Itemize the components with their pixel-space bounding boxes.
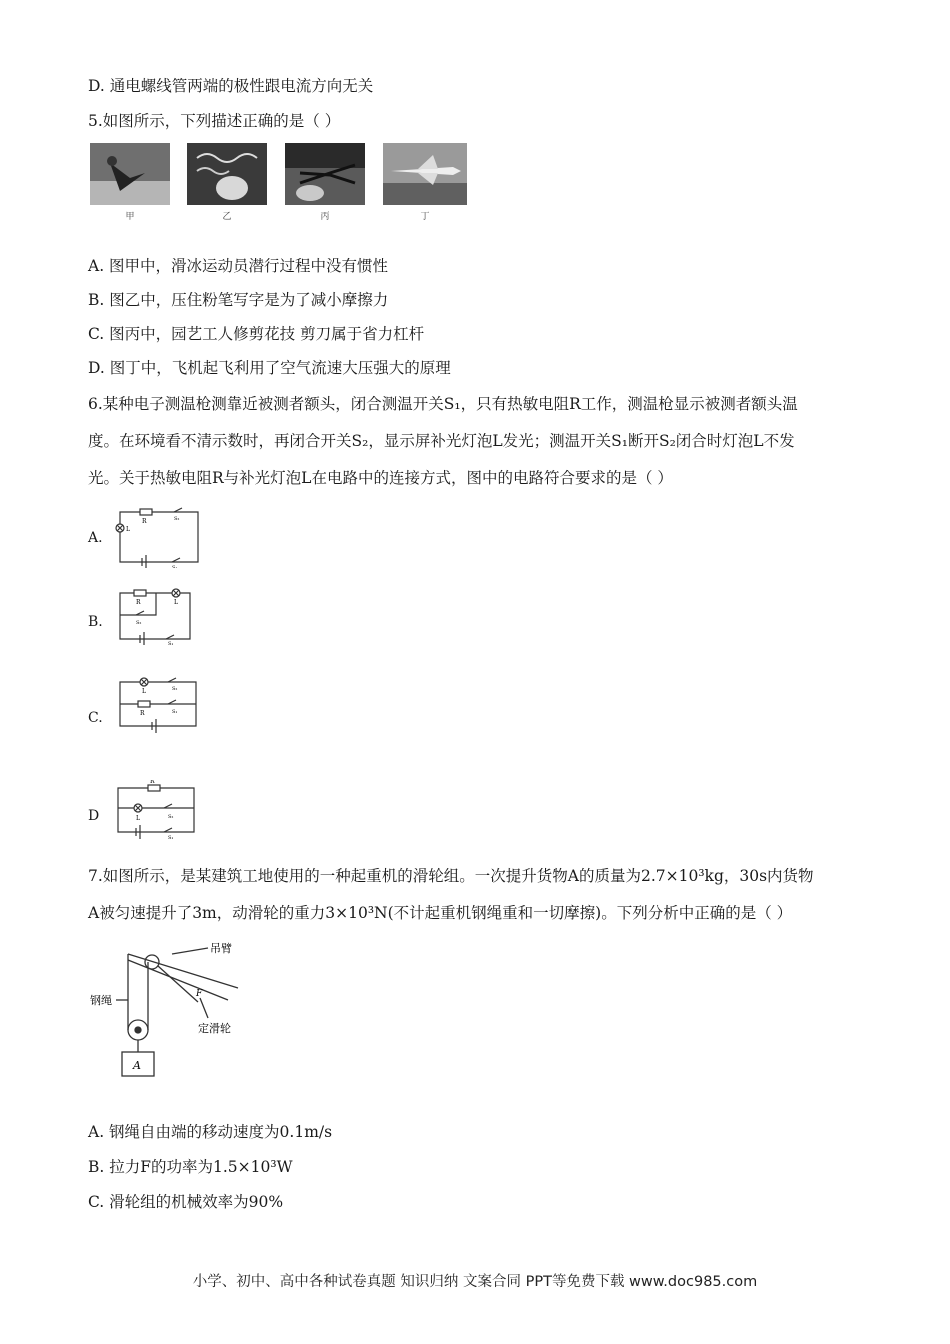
caption-ding: 丁 (420, 212, 430, 222)
svg-text:S₁: S₁ (168, 641, 174, 645)
q6-stem-line3: 光。关于热敏电阻R与补光灯泡L在电路中的连接方式，图中的电路符合要求的是（ ） (88, 469, 673, 487)
circuit-c (116, 670, 200, 734)
label-load: A (133, 1059, 141, 1072)
svg-text:R: R (136, 599, 141, 606)
circuit-b (116, 585, 196, 645)
pulley-figure (88, 938, 248, 1088)
svg-text:S₁: S₁ (172, 709, 178, 715)
q5-option-b: B. 图乙中，压住粉笔写字是为了减小摩擦力 (88, 291, 389, 309)
svg-text:L: L (142, 688, 146, 695)
svg-text:R: R (140, 710, 145, 717)
svg-text:R: R (142, 518, 147, 525)
svg-text:L: L (174, 599, 178, 606)
q5-option-d: D. 图丁中，飞机起飞利用了空气流速大压强大的原理 (88, 359, 451, 377)
label-fixed-pulley: 定滑轮 (198, 1022, 231, 1035)
q7-stem-line1: 7.如图所示，是某建筑工地使用的一种起重机的滑轮组。一次提升货物A的质量为2.7×10³kg，30s内货物 (88, 867, 814, 885)
q6-stem-line1: 6.某种电子测温枪测靠近被测者额头，闭合测温开关S₁，只有热敏电阻R工作，测温枪显示被测者额头温 (88, 395, 798, 413)
q4-option-d: D. 通电螺线管两端的极性跟电流方向无关 (88, 77, 374, 95)
photo-plane (383, 143, 467, 205)
q6-option-c-label: C. (88, 710, 103, 726)
label-force: F (196, 989, 203, 999)
svg-text:L: L (126, 526, 130, 533)
svg-text:S₁: S₁ (172, 565, 178, 568)
q5-option-c: C. 图丙中，园艺工人修剪花技 剪刀属于省力杠杆 (88, 325, 425, 343)
photo-skater (90, 143, 170, 205)
caption-yi: 乙 (222, 212, 232, 222)
q6-option-a-label: A. (88, 530, 103, 546)
caption-bing: 丙 (320, 212, 330, 222)
photo-shears (285, 143, 365, 205)
q5-stem: 5.如图所示，下列描述正确的是（ ） (88, 112, 341, 130)
label-rope: 钢绳 (90, 994, 112, 1007)
q6-option-d-label: D (88, 808, 100, 824)
q7-option-c: C. 滑轮组的机械效率为90% (88, 1193, 284, 1211)
q6-option-b-label: B. (88, 614, 103, 630)
q5-option-a: A. 图甲中，滑冰运动员潜行过程中没有惯性 (88, 257, 389, 275)
svg-text:R: R (150, 780, 155, 785)
svg-text:S₂: S₂ (172, 686, 178, 692)
circuit-d (114, 780, 198, 840)
svg-text:L: L (136, 815, 140, 822)
svg-text:S₂: S₂ (136, 620, 142, 626)
q7-option-b: B. 拉力F的功率为1.5×10³W (88, 1158, 293, 1176)
svg-text:S₂: S₂ (168, 814, 174, 820)
svg-text:S₁: S₁ (168, 835, 174, 840)
q7-stem-line2: A被匀速提升了3m，动滑轮的重力3×10³N(不计起重机钢绳重和一切摩擦)。下列分析中正确的是（ ） (88, 904, 793, 922)
circuit-a (114, 506, 204, 568)
svg-text:S₂: S₂ (174, 516, 180, 522)
q7-option-a: A. 钢绳自由端的移动速度为0.1m/s (88, 1123, 333, 1141)
photo-chalk (187, 143, 267, 205)
caption-jia: 甲 (125, 212, 135, 222)
q6-stem-line2: 度。在环境看不清示数时，再闭合开关S₂，显示屏补光灯泡L发光；测温开关S₁断开S₂闭合时灯泡L不发 (88, 432, 795, 450)
page-footer: 小学、初中、高中各种试卷真题 知识归纳 文案合同 PPT等免费下载 www.doc985.com (192, 1274, 758, 1290)
label-boom: 吊臂 (210, 942, 232, 955)
